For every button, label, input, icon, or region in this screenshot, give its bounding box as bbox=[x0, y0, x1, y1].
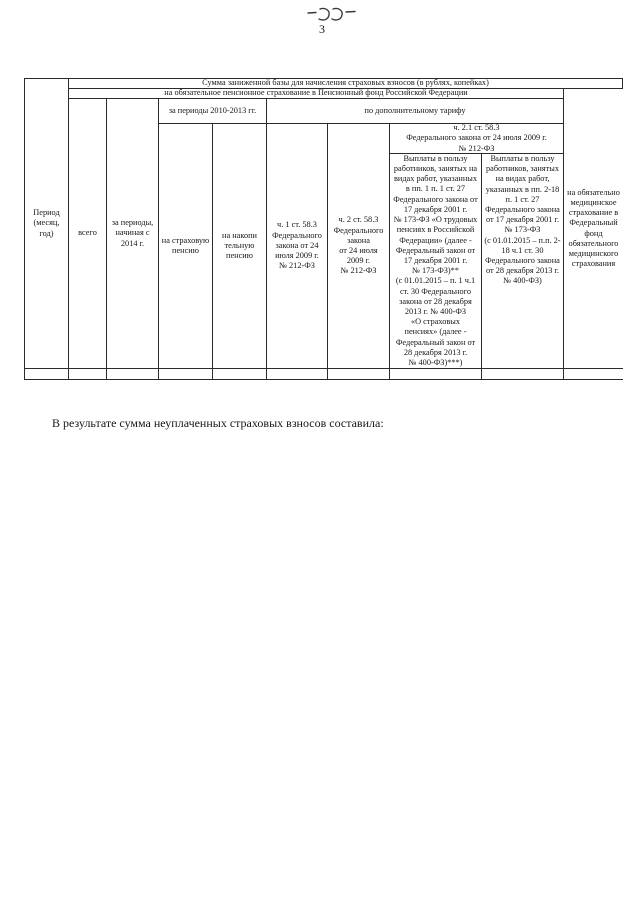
table-cell bbox=[24, 368, 69, 380]
header-pension-cell: на обязательное пенсионное страхование в Пенсионный фонд Российской Федерации bbox=[68, 88, 564, 99]
medical-insurance-column-header: на обязательно медицинское страхование в Федеральный фонд обязательного медицинского страхования bbox=[563, 88, 623, 369]
table-cell bbox=[158, 368, 213, 380]
total-column-header: всего bbox=[68, 98, 107, 369]
table-cell bbox=[563, 368, 623, 380]
additional-tariff-group-header: по дополнительному тарифу bbox=[266, 98, 564, 124]
result-sentence: В результате сумма неуплаченных страховых взносов составила: bbox=[52, 416, 384, 430]
table-cell bbox=[212, 368, 267, 380]
table-row bbox=[0, 368, 640, 380]
funded-pension-column-header: на накопи тельную пенсию bbox=[212, 123, 267, 369]
since-2014-column-header: за периоды, начиная с 2014 г. bbox=[106, 98, 159, 369]
works-item-1-column-header: Выплаты в пользу работников, занятых на видах работ, указанных в пп. 1 п. 1 ст. 27 Федерального закона от 17 декабря 2001 г. № 173-ФЗ «О трудовых пенсиях в Российской Федерации» (далее - Федеральный закон от 17 декабря 2001 г. № 173-ФЗ)** (с 01.01.2015 – п. 1 ч.1 ст. 30 Федерального закона от 28 декабря 2013 г. № 400-ФЗ «О страховых пенсиях» (далее - Федеральный закон от 28 декабря 2013 г. № 400-ФЗ)***) bbox=[389, 153, 482, 369]
contributions-table bbox=[0, 0, 640, 390]
works-items-2-18-column-header: Выплаты в пользу работников, занятых на видах работ, указанных в пп. 2-18 п. 1 ст. 27 Федерального закона от 17 декабря 2001 г. № 173-ФЗ (с 01.01.2015 – п.п. 2- 18 ч.1 ст. 30 Федерального закона от 28 декабря 2013 г. № 400-ФЗ) bbox=[481, 153, 564, 369]
table-cell bbox=[266, 368, 328, 380]
part-1-column-header: ч. 1 ст. 58.3 Федерального закона от 24 июля 2009 г. № 212-ФЗ bbox=[266, 123, 328, 369]
part-2-1-group-header: ч. 2.1 ст. 58.3 Федерального закона от 24 июля 2009 г. № 212-ФЗ bbox=[389, 123, 564, 154]
table-cell bbox=[389, 368, 482, 380]
period-column-header: Период (месяц, год) bbox=[24, 78, 69, 369]
header-total-cell: Сумма заниженной базы для начисления страховых взносов (в рублях, копейках) bbox=[68, 78, 623, 89]
table-cell bbox=[68, 368, 107, 380]
table-cell bbox=[327, 368, 390, 380]
page-number: 3 bbox=[319, 22, 325, 36]
table-cell bbox=[481, 368, 564, 380]
part-2-column-header: ч. 2 ст. 58.3 Федерального закона от 24 июля 2009 г. № 212-ФЗ bbox=[327, 123, 390, 369]
insurance-pension-column-header: на страховую пенсию bbox=[158, 123, 213, 369]
periods-2010-2013-group-header: за периоды 2010-2013 гг. bbox=[158, 98, 267, 124]
table-cell bbox=[106, 368, 159, 380]
